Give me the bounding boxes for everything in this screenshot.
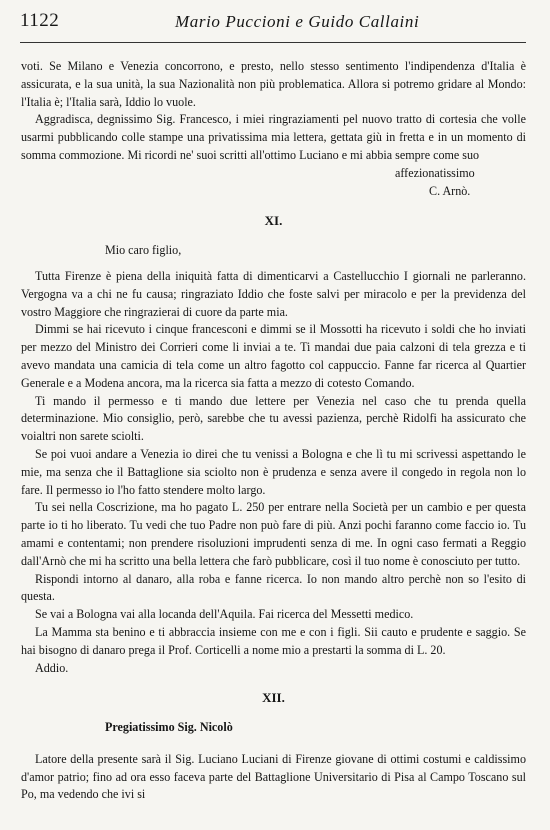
letter-xi-number: XI.: [264, 213, 283, 229]
letter-xi-paragraph: Rispondi intorno al danaro, alla roba e fanne ricerca. Io non mando altro perchè non so l'esito di questa.: [21, 571, 526, 604]
page-number: 1122: [20, 10, 60, 31]
letter-xi-paragraph: Tutta Firenze è piena della iniquità fatta di dimenticarvi a Castellucchio I giornali ne parleranno. Vergogna va a chi ne fu causa; ringraziato Iddio che foste salvi per miracolo e per la previdenza del vostro Maggiore che ringrazierai di cuore da parte mia.: [21, 268, 526, 319]
running-title: Mario Puccioni e Guido Callaini: [175, 12, 420, 31]
letter-xi-paragraph: Se vai a Bologna vai alla locanda dell'Aquila. Fai ricerca del Messetti medico.: [35, 607, 414, 622]
letter-xi-paragraph: Dimmi se hai ricevuto i cinque francesconi e dimmi se il Mossotti ha ricevuto i soldi che ho inviati per mezzo del Ministro dei Corrieri come li inviai a te. Ti mandai due paia calzoni di tela grezza e ti avevo mandata una camicia di tela come un altro fagotto col cappuccio. Fanne far ricerca al Quartier Generale e a Modena ancora, ma la ricerca sia fatta a mezzo di cotesto Comando.: [21, 322, 526, 390]
letter-xii-paragraph: Latore della presente sarà il Sig. Luciano Luciani di Firenze giovane di ottimi costumi e caldissimo d'amor patrio; fino ad ora esso faceva parte del Battaglione Universitario di Pisa al Campo Toscano sul Po, ma vedendo che ivi si: [21, 751, 526, 802]
letter-x-paragraph: Aggradisca, degnissimo Sig. Francesco, i miei ringraziamenti pel nuovo tratto di cortesia che volle usarmi pubblicando colle stampe una privatissima mia lettera, gettata giù in fretta e in un momento di somma commozione. Mi ricordi ne' suoi scritti all'ottimo Luciano e mi abbia sempre come suo: [21, 112, 526, 162]
letter-x-closing: affezionatissimo: [395, 165, 475, 180]
letter-xii-number: XII.: [262, 690, 285, 706]
letter-xi-salutation: Mio caro figlio,: [105, 243, 182, 258]
letter-xi-paragraph: La Mamma sta benino e ti abbraccia insieme con me e con i figli. Sii cauto e prudente e saggio. Se hai bisogno di danaro prega il Prof. Corticelli a nome mio a prestarti la somma di L. 20.: [21, 624, 526, 657]
letter-xi-paragraph: Ti mando il permesso e ti mando due lettere per Venezia nel caso che tu prenda quella determinazione. Mio consiglio, però, sarebbe che tu avessi pazienza, perchè Ridolfi ha assicurato che voialtri non sarete sciolti.: [21, 393, 526, 444]
letter-xi-paragraph: Tu sei nella Coscrizione, ma ho pagato L. 250 per entrare nella Società per un cambio e per questa parte io ti ho liberato. Tu vedi che tuo Padre non può fare di più. Anzi pochi faranno come faccio io. Tu amami e contentami; non prendere risoluzioni imprudenti senza di me. In ogni caso fermati a Reggio dall'Arnò che mi ha scritto una bella lettera che farò pubblicare, così il tuo nome è conosciuto per tutto.: [21, 500, 526, 568]
letter-x-signature: C. Arnò.: [429, 183, 471, 198]
letter-xi-farewell: Addio.: [35, 660, 69, 675]
letter-x-paragraph: voti. Se Milano e Venezia concorrono, e presto, nello stesso sentimento l'indipendenza d'Italia è assicurata, e la sua unità, la sua Nazionalità non più problematica. Allora si potremo gridare al Mondo: l'Italia è; l'Italia sarà, Iddio lo vuole.: [21, 59, 526, 109]
page-body: [21, 58, 526, 804]
header-rule: [20, 42, 526, 43]
letter-xi-paragraph: Se poi vuoi andare a Venezia io direi che tu venissi a Bologna e che lì tu mi scrivessi aspettando le mie, ma senza che il Battaglione sia sciolto non è prudenza e senza avere il congedo in regola non lo fare. Il permesso io l'ho fatto stendere molto largo.: [21, 446, 526, 497]
letter-xii-salutation: Pregiatissimo Sig. Nicolò: [105, 720, 233, 735]
